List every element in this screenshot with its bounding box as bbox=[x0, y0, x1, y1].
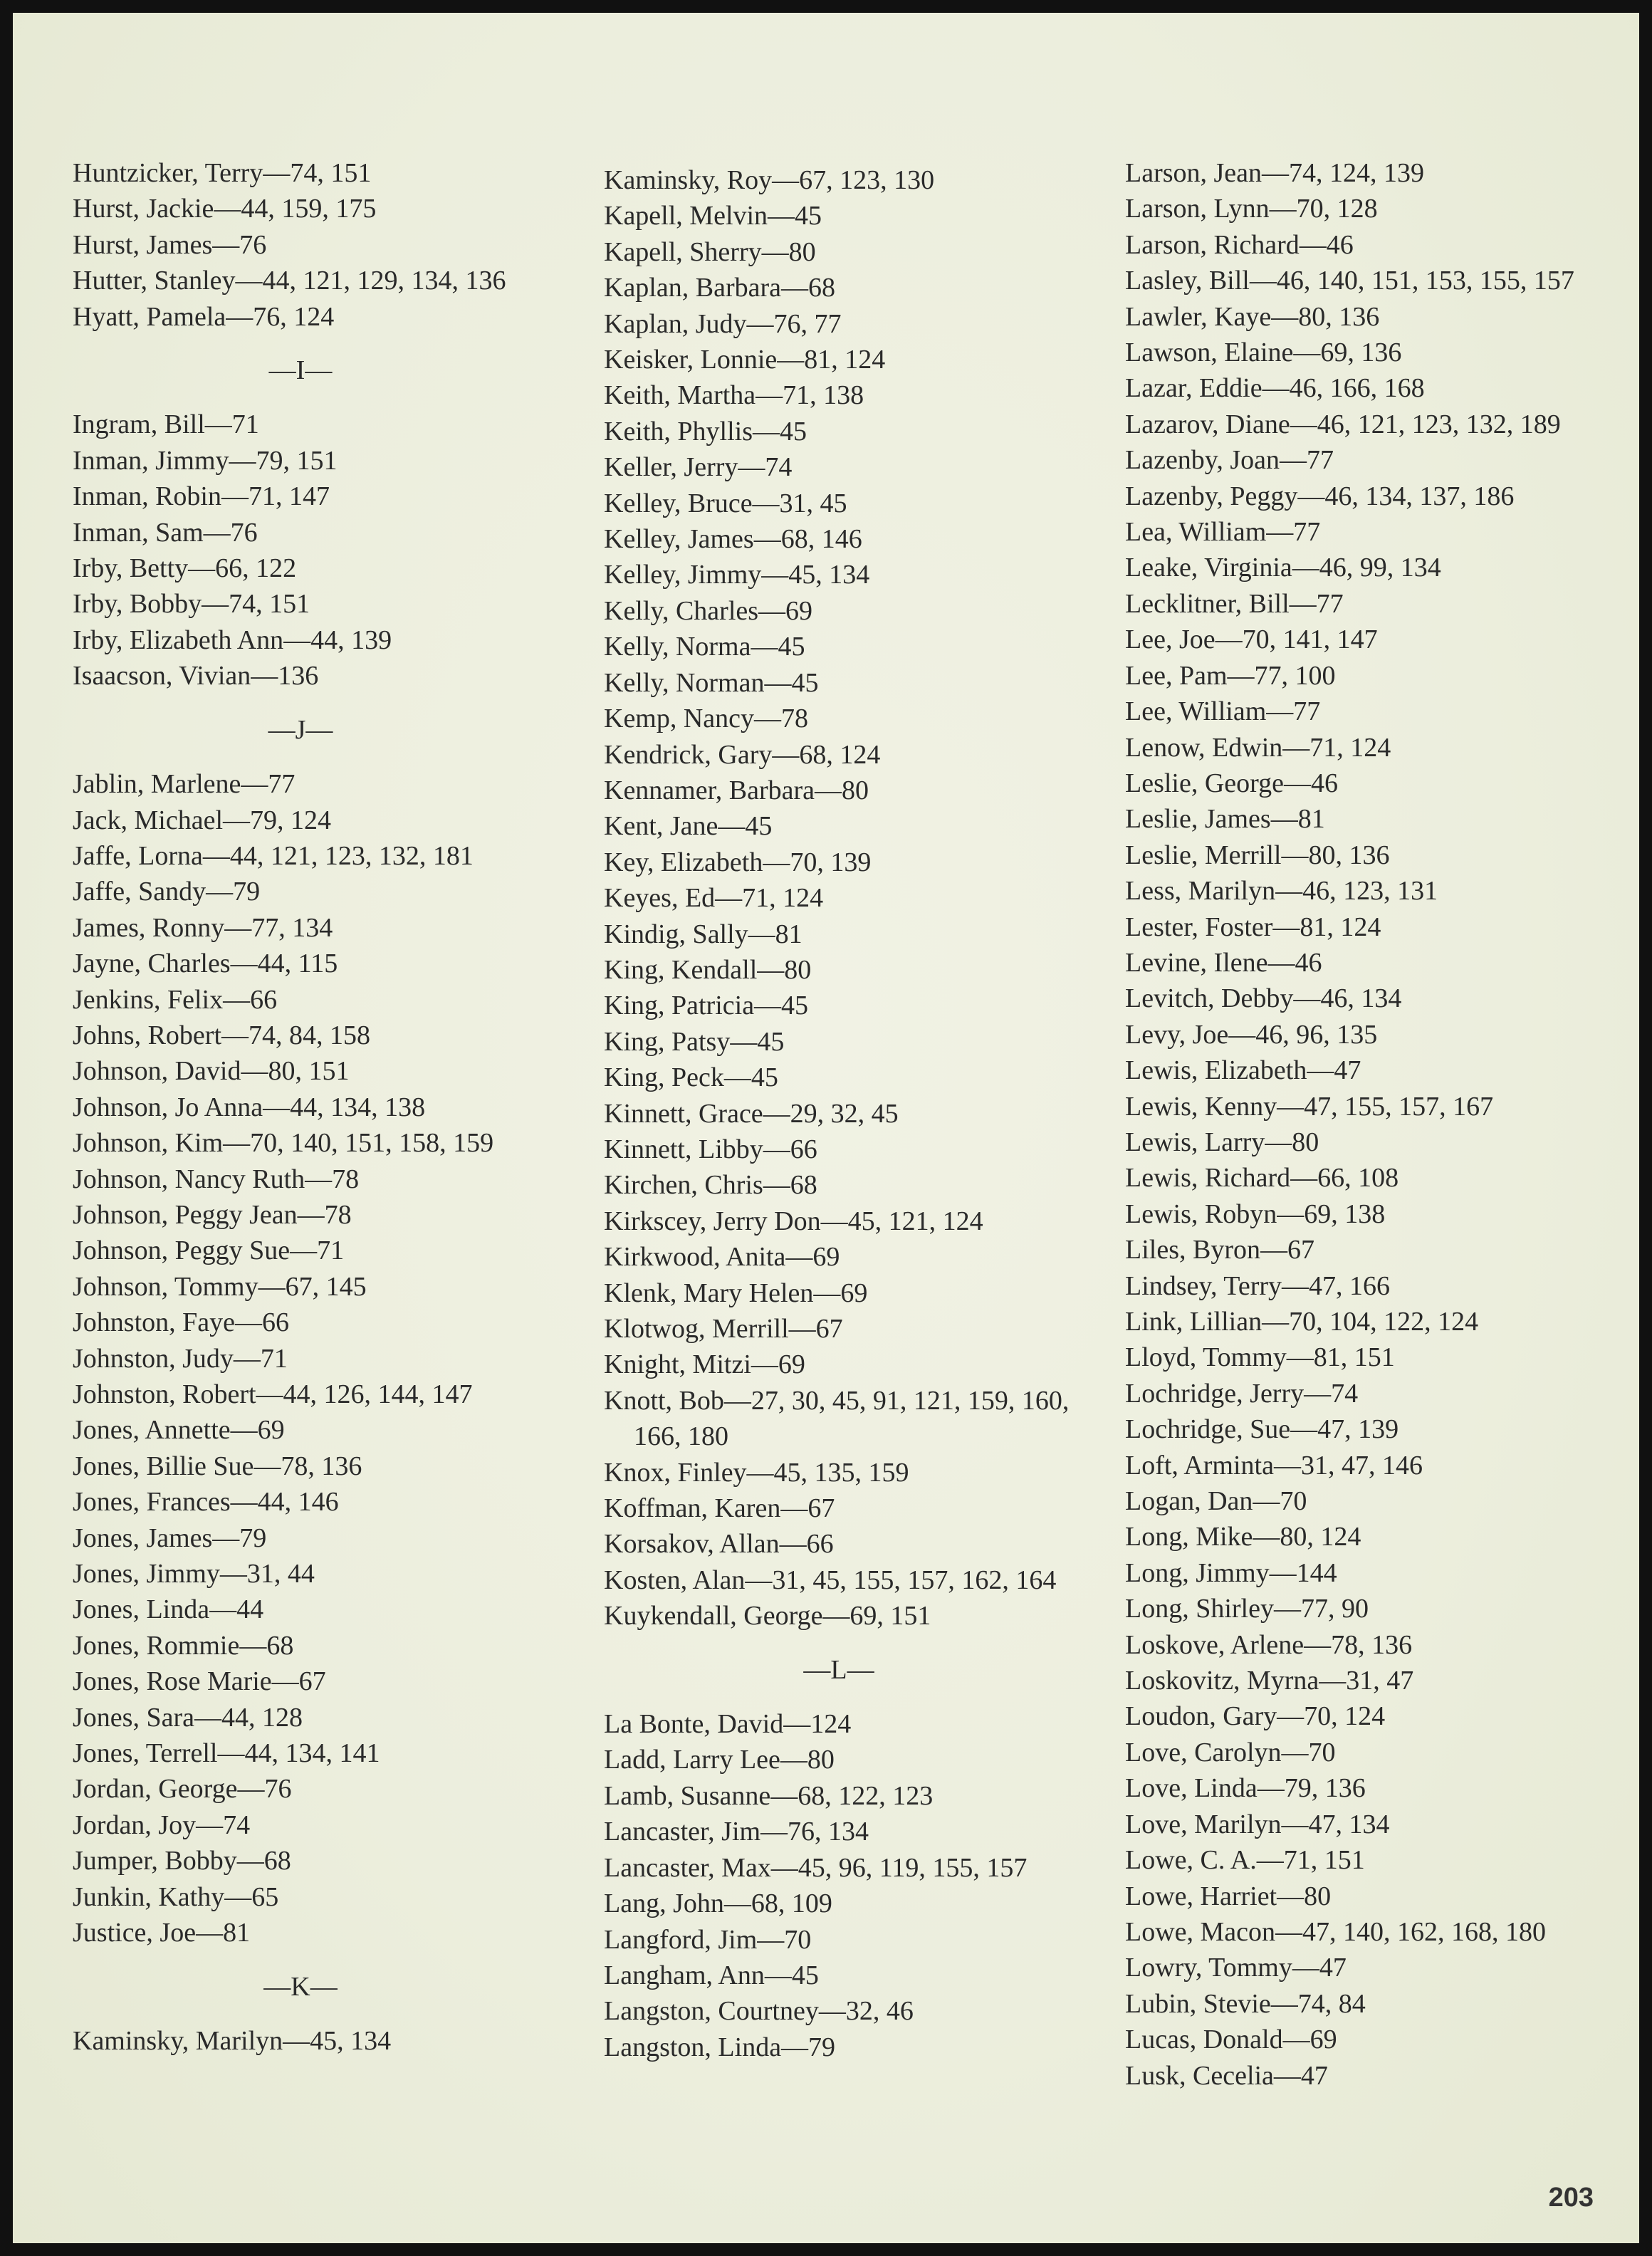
index-entry: Long, Jimmy—144 bbox=[1125, 1557, 1337, 1588]
index-entry: Link, Lillian—70, 104, 122, 124 bbox=[1125, 1307, 1479, 1337]
index-entry: Johnson, David—80, 151 bbox=[73, 1056, 350, 1087]
index-entry: Long, Shirley—77, 90 bbox=[1125, 1594, 1369, 1624]
index-entry: Jayne, Charles—44, 115 bbox=[73, 949, 338, 979]
index-entry: Kaplan, Barbara—68 bbox=[604, 273, 835, 303]
index-entry: Kosten, Alan—31, 45, 155, 157, 162, 164 bbox=[604, 1565, 1057, 1595]
index-entry: Lubin, Stevie—74, 84 bbox=[1125, 1988, 1366, 2019]
index-entry: Langford, Jim—70 bbox=[604, 1924, 812, 1955]
index-entry: Loskove, Arlene—78, 136 bbox=[1125, 1629, 1413, 1660]
index-entry: Jones, Rommie—68 bbox=[73, 1630, 294, 1661]
index-entry: Kirkwood, Anita—69 bbox=[604, 1242, 840, 1273]
index-entry: Keller, Jerry—74 bbox=[604, 452, 793, 483]
index-entry: Kaminsky, Marilyn—45, 134 bbox=[73, 2025, 392, 2056]
index-entry: Lowry, Tommy—47 bbox=[1125, 1953, 1347, 1983]
index-entry: Lazenby, Joan—77 bbox=[1125, 445, 1334, 476]
index-entry: King, Peck—45 bbox=[604, 1062, 778, 1093]
index-entry: Irby, Betty—66, 122 bbox=[73, 553, 297, 584]
index-entry: Klenk, Mary Helen—69 bbox=[604, 1278, 868, 1308]
index-entry: Kelly, Norma—45 bbox=[604, 632, 805, 662]
section-letter-heading: —L— bbox=[803, 1654, 874, 1685]
index-entry: Jordan, Joy—74 bbox=[73, 1810, 251, 1840]
index-entry: Jordan, George—76 bbox=[73, 1774, 292, 1805]
index-entry: Larson, Lynn—70, 128 bbox=[1125, 194, 1378, 224]
index-entry: Keyes, Ed—71, 124 bbox=[604, 883, 824, 914]
index-entry: Jenkins, Felix—66 bbox=[73, 984, 278, 1015]
index-entry: Jones, Rose Marie—67 bbox=[73, 1666, 326, 1697]
section-letter-heading: —J— bbox=[268, 714, 333, 745]
index-entry: Lancaster, Max—45, 96, 119, 155, 157 bbox=[604, 1852, 1028, 1883]
index-entry: Jones, Jimmy—31, 44 bbox=[73, 1559, 315, 1589]
index-entry: Lindsey, Terry—47, 166 bbox=[1125, 1270, 1391, 1301]
section-letter-heading: —I— bbox=[268, 355, 333, 386]
index-entry: Kendrick, Gary—68, 124 bbox=[604, 739, 881, 770]
index-entry: Long, Mike—80, 124 bbox=[1125, 1522, 1361, 1552]
index-entry: Keith, Martha—71, 138 bbox=[604, 380, 864, 411]
index-entry: King, Patsy—45 bbox=[604, 1026, 785, 1057]
index-entry: Hurst, Jackie—44, 159, 175 bbox=[73, 194, 377, 224]
index-entry: Jones, Sara—44, 128 bbox=[73, 1702, 303, 1733]
index-entry: Larson, Richard—46 bbox=[1125, 229, 1354, 260]
index-entry: Jones, Frances—44, 146 bbox=[73, 1487, 339, 1518]
index-entry: Hurst, James—76 bbox=[73, 229, 267, 260]
index-entry: Loskovitz, Myrna—31, 47 bbox=[1125, 1666, 1414, 1696]
index-entry: Lancaster, Jim—76, 134 bbox=[604, 1817, 869, 1847]
index-entry: Jones, James—79 bbox=[73, 1523, 267, 1553]
index-entry: Johnson, Peggy Sue—71 bbox=[73, 1236, 345, 1266]
index-entry: Inman, Jimmy—79, 151 bbox=[73, 445, 338, 476]
index-entry: La Bonte, David—124 bbox=[604, 1709, 852, 1740]
index-entry: Kindig, Sally—81 bbox=[604, 919, 803, 949]
index-entry: Langston, Courtney—32, 46 bbox=[604, 1996, 914, 2027]
index-entry: King, Kendall—80 bbox=[604, 954, 812, 985]
index-column-3 bbox=[1125, 155, 1624, 2094]
index-entry: Knight, Mitzi—69 bbox=[604, 1349, 805, 1380]
index-entry: Kirkscey, Jerry Don—45, 121, 124 bbox=[604, 1206, 983, 1236]
index-entry: Lowe, Harriet—80 bbox=[1125, 1881, 1332, 1911]
index-entry: Kuykendall, George—69, 151 bbox=[604, 1601, 931, 1631]
index-entry: Levitch, Debby—46, 134 bbox=[1125, 983, 1402, 1014]
index-entry: Lawler, Kaye—80, 136 bbox=[1125, 301, 1380, 332]
index-entry: Logan, Dan—70 bbox=[1125, 1486, 1307, 1517]
index-entry: Kelley, James—68, 146 bbox=[604, 524, 862, 555]
index-entry: Leslie, James—81 bbox=[1125, 804, 1325, 835]
index-entry: Kinnett, Grace—29, 32, 45 bbox=[604, 1098, 899, 1129]
index-entry: Johns, Robert—74, 84, 158 bbox=[73, 1020, 370, 1050]
index-entry: Johnston, Judy—71 bbox=[73, 1343, 288, 1374]
index-entry: Leslie, Merrill—80, 136 bbox=[1125, 840, 1390, 870]
index-entry: Jones, Linda—44 bbox=[73, 1594, 264, 1625]
index-entry: Love, Carolyn—70 bbox=[1125, 1737, 1336, 1767]
index-entry: Jaffe, Sandy—79 bbox=[73, 877, 261, 907]
index-entry: Kaminsky, Roy—67, 123, 130 bbox=[604, 165, 935, 195]
index-entry: Kelley, Jimmy—45, 134 bbox=[604, 560, 870, 590]
index-entry: Jones, Terrell—44, 134, 141 bbox=[73, 1738, 380, 1769]
index-entry: Larson, Jean—74, 124, 139 bbox=[1125, 158, 1425, 188]
index-entry: Lewis, Robyn—69, 138 bbox=[1125, 1198, 1386, 1229]
index-entry: Johnston, Robert—44, 126, 144, 147 bbox=[73, 1379, 473, 1409]
index-entry: Lusk, Cecelia—47 bbox=[1125, 2060, 1328, 2091]
index-entry: Keith, Phyllis—45 bbox=[604, 416, 807, 446]
index-entry: Koffman, Karen—67 bbox=[604, 1493, 835, 1524]
index-entry: Jack, Michael—79, 124 bbox=[73, 805, 332, 835]
index-entry: Levine, Ilene—46 bbox=[1125, 947, 1322, 978]
index-entry: Lewis, Elizabeth—47 bbox=[1125, 1055, 1361, 1086]
index-entry: Love, Linda—79, 136 bbox=[1125, 1773, 1366, 1804]
index-entry: Lloyd, Tommy—81, 151 bbox=[1125, 1342, 1395, 1373]
index-entry: Lester, Foster—81, 124 bbox=[1125, 912, 1381, 942]
index-entry: Lazenby, Peggy—46, 134, 137, 186 bbox=[1125, 481, 1515, 511]
index-entry: Lee, William—77 bbox=[1125, 696, 1321, 727]
index-entry: Lochridge, Sue—47, 139 bbox=[1125, 1414, 1399, 1445]
index-entry: Lee, Joe—70, 141, 147 bbox=[1125, 625, 1378, 655]
index-entry: Keisker, Lonnie—81, 124 bbox=[604, 345, 886, 375]
index-entry: Johnson, Kim—70, 140, 151, 158, 159 bbox=[73, 1128, 494, 1159]
index-entry: Lawson, Elaine—69, 136 bbox=[1125, 338, 1402, 368]
index-entry: Jones, Billie Sue—78, 136 bbox=[73, 1451, 362, 1481]
index-entry: Knott, Bob—27, 30, 45, 91, 121, 159, 160, 166, 180 bbox=[604, 1385, 1070, 1452]
index-entry: Kirchen, Chris—68 bbox=[604, 1170, 817, 1201]
index-entry: Leake, Virginia—46, 99, 134 bbox=[1125, 553, 1441, 583]
index-entry: Lang, John—68, 109 bbox=[604, 1889, 832, 1919]
index-entry: Lasley, Bill—46, 140, 151, 153, 155, 157 bbox=[1125, 266, 1574, 296]
index-entry: Kelly, Charles—69 bbox=[604, 595, 813, 626]
index-entry: Lewis, Kenny—47, 155, 157, 167 bbox=[1125, 1091, 1494, 1122]
index-entry: Langham, Ann—45 bbox=[604, 1960, 819, 1990]
index-entry: Johnson, Tommy—67, 145 bbox=[73, 1271, 367, 1302]
index-entry: Ingram, Bill—71 bbox=[73, 409, 259, 440]
index-entry: Hutter, Stanley—44, 121, 129, 134, 136 bbox=[73, 266, 506, 296]
index-entry: Kent, Jane—45 bbox=[604, 811, 773, 842]
index-entry: Korsakov, Allan—66 bbox=[604, 1529, 834, 1560]
index-entry: Johnson, Nancy Ruth—78 bbox=[73, 1164, 360, 1194]
index-entry: Kapell, Sherry—80 bbox=[604, 236, 816, 267]
index-entry: Klotwog, Merrill—67 bbox=[604, 1314, 843, 1344]
index-entry: Isaacson, Vivian—136 bbox=[73, 661, 319, 691]
index-entry: Kinnett, Libby—66 bbox=[604, 1134, 817, 1164]
index-entry: Lazarov, Diane—46, 121, 123, 132, 189 bbox=[1125, 409, 1561, 439]
index-entry: Lazar, Eddie—46, 166, 168 bbox=[1125, 373, 1425, 404]
index-entry: Irby, Elizabeth Ann—44, 139 bbox=[73, 625, 392, 655]
index-entry: Lucas, Donald—69 bbox=[1125, 2025, 1337, 2055]
index-entry: Key, Elizabeth—70, 139 bbox=[604, 847, 872, 877]
index-entry: Knox, Finley—45, 135, 159 bbox=[604, 1457, 909, 1488]
index-entry: Lowe, Macon—47, 140, 162, 168, 180 bbox=[1125, 1916, 1547, 1947]
index-column-1 bbox=[73, 155, 585, 2059]
index-entry: Love, Marilyn—47, 134 bbox=[1125, 1809, 1390, 1839]
index-entry: Jumper, Bobby—68 bbox=[73, 1846, 291, 1876]
index-column-2 bbox=[604, 162, 1102, 2065]
page-number: 203 bbox=[1548, 2183, 1594, 2213]
index-entry: Kaplan, Judy—76, 77 bbox=[604, 308, 842, 339]
index-entry: Inman, Sam—76 bbox=[73, 517, 258, 548]
index-entry: Junkin, Kathy—65 bbox=[73, 1881, 279, 1912]
index-entry: Kelley, Bruce—31, 45 bbox=[604, 488, 847, 518]
index-entry: Lamb, Susanne—68, 122, 123 bbox=[604, 1780, 934, 1811]
index-entry: Kennamer, Barbara—80 bbox=[604, 775, 869, 805]
index-entry: Johnston, Faye—66 bbox=[73, 1307, 289, 1338]
index-entry: Loudon, Gary—70, 124 bbox=[1125, 1701, 1386, 1732]
index-page bbox=[13, 13, 1639, 2243]
index-entry: Jones, Annette—69 bbox=[73, 1415, 285, 1446]
index-entry: Johnson, Jo Anna—44, 134, 138 bbox=[73, 1092, 426, 1122]
index-entry: Lenow, Edwin—71, 124 bbox=[1125, 732, 1391, 763]
index-entry: Justice, Joe—81 bbox=[73, 1918, 251, 1948]
index-entry: Lee, Pam—77, 100 bbox=[1125, 660, 1336, 691]
index-entry: Lecklitner, Bill—77 bbox=[1125, 588, 1344, 619]
index-entry: Kapell, Melvin—45 bbox=[604, 201, 822, 231]
index-entry: King, Patricia—45 bbox=[604, 991, 809, 1021]
index-entry: Jaffe, Lorna—44, 121, 123, 132, 181 bbox=[73, 840, 474, 871]
index-entry: Leslie, George—46 bbox=[1125, 768, 1338, 798]
index-entry: Irby, Bobby—74, 151 bbox=[73, 589, 310, 620]
index-entry: Inman, Robin—71, 147 bbox=[73, 481, 330, 512]
index-entry: Loft, Arminta—31, 47, 146 bbox=[1125, 1450, 1423, 1480]
index-entry: Langston, Linda—79 bbox=[604, 2032, 836, 2062]
index-entry: Lewis, Richard—66, 108 bbox=[1125, 1163, 1399, 1194]
index-entry: Kelly, Norman—45 bbox=[604, 667, 819, 698]
index-entry: Ladd, Larry Lee—80 bbox=[604, 1745, 835, 1775]
index-entry: James, Ronny—77, 134 bbox=[73, 912, 333, 943]
index-entry: Liles, Byron—67 bbox=[1125, 1235, 1314, 1265]
index-entry: Lea, William—77 bbox=[1125, 517, 1321, 548]
index-entry: Hyatt, Pamela—76, 124 bbox=[73, 301, 335, 332]
section-letter-heading: —K— bbox=[263, 1971, 338, 2002]
index-entry: Lowe, C. A.—71, 151 bbox=[1125, 1845, 1365, 1876]
index-entry: Kemp, Nancy—78 bbox=[604, 704, 809, 734]
index-entry: Lewis, Larry—80 bbox=[1125, 1127, 1319, 1157]
index-entry: Lochridge, Jerry—74 bbox=[1125, 1378, 1359, 1409]
index-entry: Jablin, Marlene—77 bbox=[73, 769, 296, 800]
index-entry: Less, Marilyn—46, 123, 131 bbox=[1125, 876, 1438, 907]
index-entry: Johnson, Peggy Jean—78 bbox=[73, 1199, 352, 1230]
index-entry: Huntzicker, Terry—74, 151 bbox=[73, 158, 372, 188]
index-entry: Levy, Joe—46, 96, 135 bbox=[1125, 1019, 1378, 1050]
